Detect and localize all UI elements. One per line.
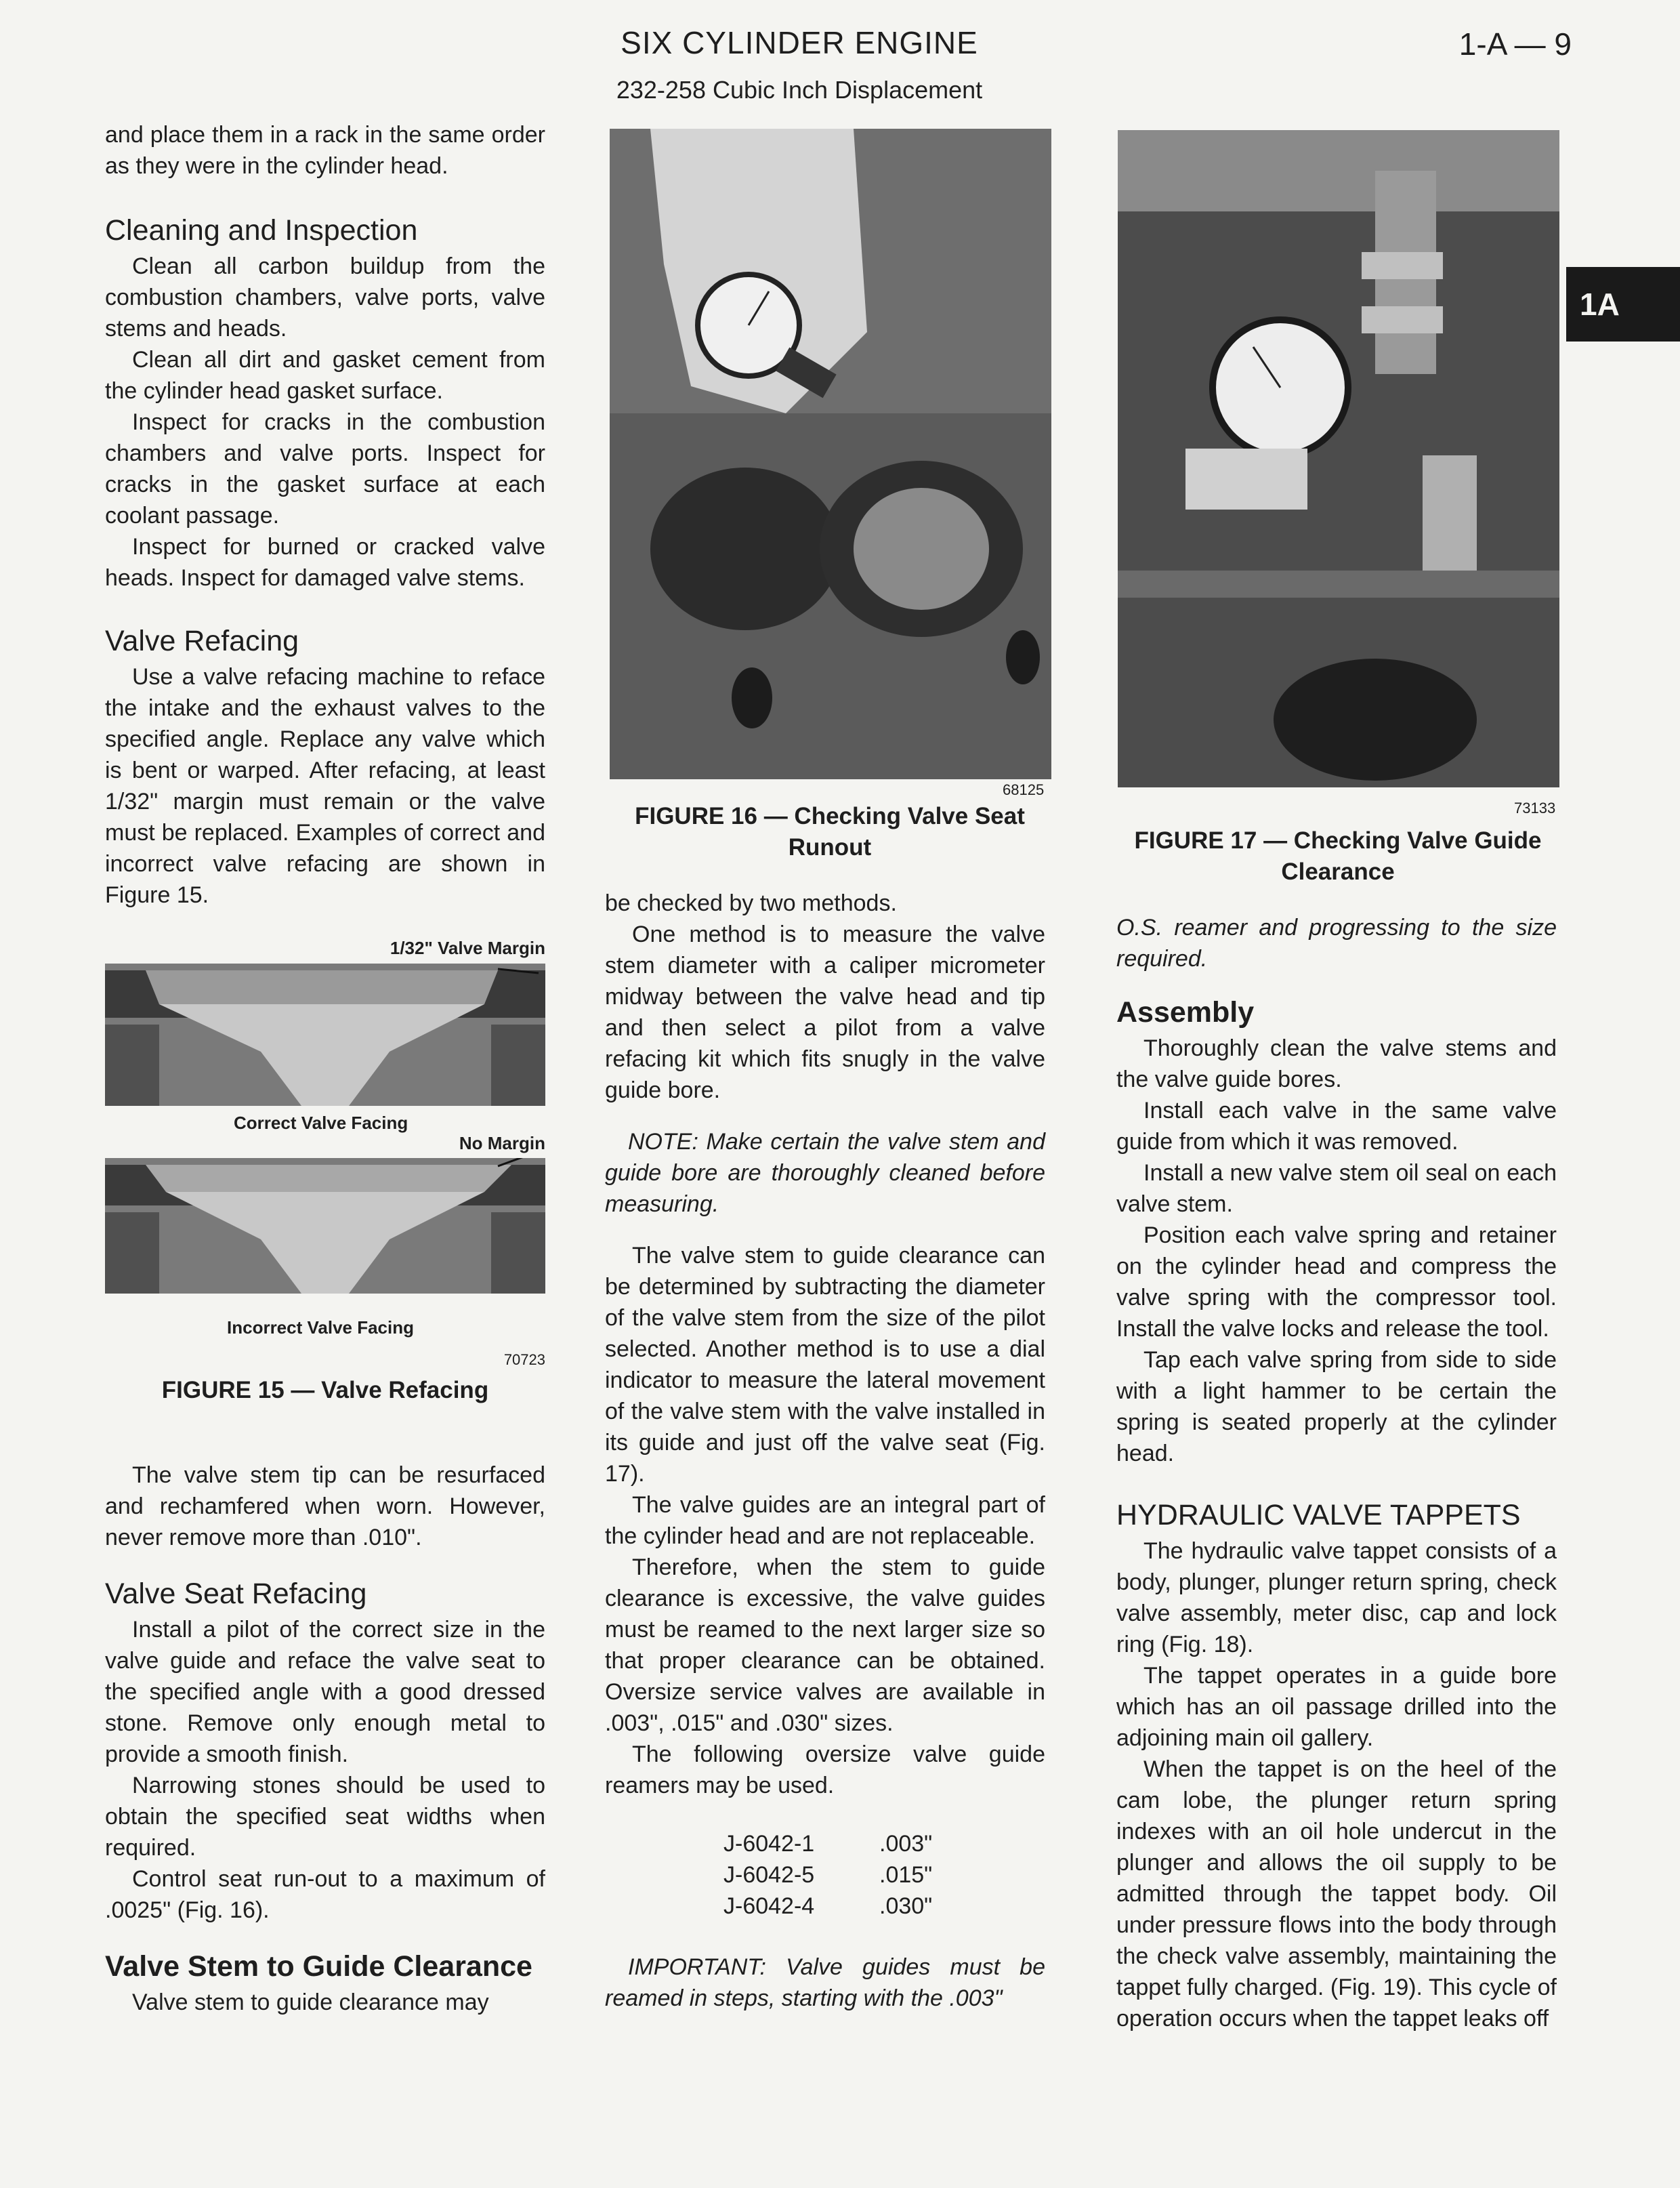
seat-p1: Install a pilot of the correct size in the valve guide and reface the valve seat to the specified angle with a good dressed stone. Remove only enough metal to provide a smooth finish.	[105, 1617, 545, 1767]
cleaning-p3: Inspect for cracks in the combustion chambers and valve ports. Inspect for cracks in the gasket surface at each coolant passage.	[105, 409, 545, 529]
fig15-label-correct: Correct Valve Facing	[234, 1113, 408, 1133]
column-middle	[605, 888, 1045, 2014]
ream-paragraph: Therefore, when the stem to guide clearance is excessive, the valve guides must be reamed to the next larger size so that proper clearance can be obtained. Oversize service valves are available in .003", .015" and .030" sizes.	[605, 1554, 1045, 1736]
fig15-label-margin: 1/32" Valve Margin	[390, 938, 545, 958]
clearance-paragraph: The valve stem to guide clearance can be determined by subtracting the diameter of the valve stem from the size of the pilot selected. Another method is to use a dial indicator to measure the lateral movement of the valve stem with the valve installed in its guide and just off the valve seat (Fig. 17).	[605, 1243, 1045, 1487]
heading-refacing: Valve Refacing	[105, 625, 299, 657]
column-left	[105, 119, 545, 2018]
reamer-size: .015"	[879, 1862, 933, 1888]
seat-p3: Control seat run-out to a maximum of .0025" (Fig. 16).	[105, 1866, 545, 1923]
guides-integral-paragraph: The valve guides are an integral part of the cylinder head and are not replaceable.	[605, 1492, 1045, 1549]
fig15-caption: FIGURE 15 — Valve Refacing	[161, 1377, 489, 1403]
heading-assembly: Assembly	[1116, 996, 1255, 1029]
figure-16-photo	[610, 129, 1051, 779]
fig17-number: 73133	[1514, 800, 1556, 817]
reamers-intro: The following oversize valve guide reamers may be used.	[605, 1741, 1045, 1798]
column-right	[1116, 912, 1557, 2034]
section-tab: 1A	[1566, 267, 1680, 342]
fig17-image	[1118, 130, 1559, 787]
methods-intro: be checked by two methods.	[605, 890, 897, 916]
fig17-caption: FIGURE 17 — Checking Valve Guide Clearance	[1134, 827, 1542, 885]
heading-seat-refacing: Valve Seat Refacing	[105, 1577, 367, 1610]
figure-17-photo	[1118, 130, 1559, 787]
fig15-incorrect-valve-diagram	[105, 1158, 545, 1294]
reamer-size: .003"	[879, 1831, 933, 1857]
running-head-title: SIX CYLINDER ENGINE	[621, 25, 978, 60]
running-head-subtitle: 232-258 Cubic Inch Displacement	[616, 76, 983, 104]
fig16-image	[610, 129, 1051, 779]
tappets-p1: The hydraulic valve tappet consists of a body, plunger, plunger return spring, check valve assembly, meter disc, cap and lock ring (Fig. 18).	[1116, 1538, 1557, 1657]
assembly-p2: Install each valve in the same valve guide from which it was removed.	[1116, 1098, 1557, 1155]
reamer-list	[723, 1828, 1045, 1922]
heading-hydraulic-tappets: HYDRAULIC VALVE TAPPETS	[1116, 1499, 1521, 1531]
cleaning-p1: Clean all carbon buildup from the combustion chambers, valve ports, valve stems and heads.	[105, 253, 545, 342]
os-reamer-paragraph: O.S. reamer and progressing to the size required.	[1116, 915, 1557, 972]
reamer-size: .030"	[879, 1893, 933, 1919]
reamer-part: J-6042-1	[723, 1831, 815, 1857]
tappets-p2: The tappet operates in a guide bore which has an oil passage drilled into the adjoining main oil gallery.	[1116, 1663, 1557, 1751]
tip-paragraph: The valve stem tip can be resurfaced and rechamfered when worn. However, never remove more than .010".	[105, 1462, 545, 1550]
reamer-part: J-6042-4	[723, 1893, 815, 1919]
fig15-number: 70723	[503, 1351, 545, 1368]
important-paragraph: IMPORTANT: Valve guides must be reamed in steps, starting with the .003"	[605, 1954, 1045, 2011]
cleaning-p4: Inspect for burned or cracked valve heads. Inspect for damaged valve stems.	[105, 534, 545, 591]
refacing-p1: Use a valve refacing machine to reface the intake and the exhaust valves to the specified angle. Replace any valve which is bent or warped. After refacing, at least 1/32" margin must remain or the valve must be replaced. Examples of correct and incorrect valve refacing are shown in Figure 15.	[105, 664, 545, 908]
heading-stem-clearance: Valve Stem to Guide Clearance	[105, 1950, 532, 1983]
heading-cleaning: Cleaning and Inspection	[105, 214, 418, 247]
assembly-p5: Tap each valve spring from side to side with a light hammer to be certain the spring is seated properly at the cylinder head.	[1116, 1347, 1557, 1466]
fig15-label-nomargin: No Margin	[459, 1133, 545, 1153]
fig16-caption: FIGURE 16 — Checking Valve Seat Runout	[635, 803, 1025, 861]
tappets-p3: When the tappet is on the heel of the cam lobe, the plunger return spring indexes with an oil hole undercut in the plunger and allows the oil supply to be admitted through the tappet body. Oil under pressure flows into the body through the check valve assembly, maintaining the tappet fully charged. (Fig. 19). This cycle of operation occurs when the tappet leaks off	[1116, 1756, 1557, 2031]
cleaning-p2: Clean all dirt and gasket cement from the cylinder head gasket surface.	[105, 347, 545, 404]
fig16-number: 68125	[1003, 781, 1045, 798]
page-number: 1-A — 9	[1458, 26, 1572, 62]
stem-p1: Valve stem to guide clearance may	[132, 1989, 489, 2015]
note-paragraph: NOTE: Make certain the valve stem and guide bore are thoroughly cleaned before measuring.	[605, 1129, 1045, 1217]
fig15-label-incorrect: Incorrect Valve Facing	[227, 1317, 415, 1338]
assembly-p3: Install a new valve stem oil seal on each valve stem.	[1116, 1160, 1557, 1217]
reamer-part: J-6042-5	[723, 1862, 815, 1888]
seat-p2: Narrowing stones should be used to obtain the specified seat widths when required.	[105, 1773, 545, 1861]
method-one-paragraph: One method is to measure the valve stem diameter with a caliper micrometer midway between the valve head and tip and then select a pilot from a valve refacing kit which fits snugly in the valve guide bore.	[605, 922, 1045, 1103]
fig15-correct-valve-diagram	[105, 964, 545, 1106]
figure-15	[105, 938, 545, 1439]
assembly-p1: Thoroughly clean the valve stems and the valve guide bores.	[1116, 1035, 1557, 1092]
assembly-p4: Position each valve spring and retainer on the cylinder head and compress the valve spring with the compressor tool. Install the valve locks and release the tool.	[1116, 1222, 1557, 1342]
intro-paragraph: and place them in a rack in the same order as they were in the cylinder head.	[105, 122, 545, 179]
